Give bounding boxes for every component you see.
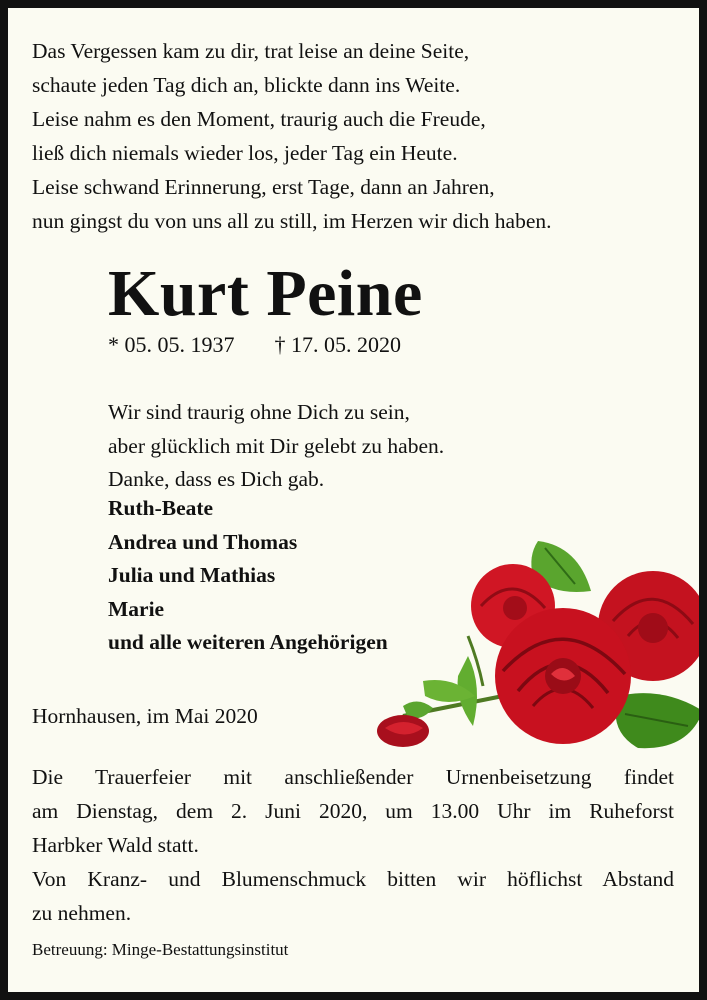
red-roses-image: [363, 536, 699, 766]
mourner-name: Ruth-Beate: [108, 496, 214, 520]
place-and-date: Hornhausen, im Mai 2020: [32, 704, 258, 728]
poem-line: Das Vergessen kam zu dir, trat leise an deine Seite,: [32, 39, 470, 63]
poem-line: Leise nahm es den Moment, traurig auch die Freude,: [32, 107, 486, 131]
life-dates: [108, 332, 401, 358]
poem-line: Leise schwand Erinnerung, erst Tage, dann an Jahren,: [32, 175, 495, 199]
funeral-notice: [32, 760, 674, 930]
poem-line: schaute jeden Tag dich an, blickte dann ins Weite.: [32, 73, 461, 97]
birth-date: * 05. 05. 1937: [108, 332, 235, 357]
undertaker-credit: Betreuung: Minge-Bestattungsinstitut: [32, 940, 289, 959]
funeral-line: Die Trauerfeier mit anschließender Urnenbeisetzung findet: [32, 765, 674, 789]
obituary-card: [8, 8, 699, 992]
funeral-line: am Dienstag, dem 2. Juni 2020, um 13.00 Uhr im Ruheforst: [32, 799, 674, 823]
funeral-line: Harbker Wald statt.: [32, 833, 199, 857]
farewell-line: Danke, dass es Dich gab.: [108, 467, 325, 491]
mourner-name: Andrea und Thomas: [108, 529, 298, 554]
memorial-poem: [32, 34, 682, 238]
poem-line: ließ dich niemals wieder los, jeder Tag ein Heute.: [32, 141, 458, 165]
funeral-line: Von Kranz- und Blumenschmuck bitten wir höflichst Abstand: [32, 867, 674, 891]
mourner-name: und alle weiteren Angehörigen: [108, 630, 388, 654]
funeral-line: zu nehmen.: [32, 901, 132, 925]
death-date: † 17. 05. 2020: [274, 332, 401, 357]
farewell-line: aber glücklich mit Dir gelebt zu haben.: [108, 433, 445, 458]
farewell-text: [108, 396, 444, 497]
mourners-list: [108, 492, 388, 660]
mourner-name: Marie: [108, 596, 165, 621]
farewell-line: Wir sind traurig ohne Dich zu sein,: [108, 400, 410, 424]
mourner-name: Julia und Mathias: [108, 563, 276, 587]
deceased-name: Kurt Peine: [108, 257, 423, 330]
poem-line: nun gingst du von uns all zu still, im Herzen wir dich haben.: [32, 209, 552, 233]
